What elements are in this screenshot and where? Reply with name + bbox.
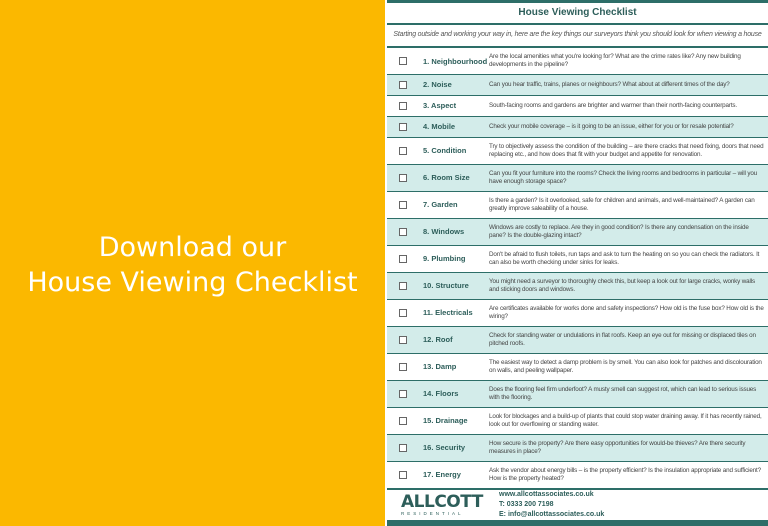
footer: [387, 489, 768, 526]
item-label: 16. Security: [423, 443, 466, 453]
checklist-row: [387, 75, 768, 96]
checklist-row: [387, 138, 768, 165]
banner-line-2: House Viewing Checklist: [27, 267, 358, 298]
item-description: Can you fit your furniture into the rooms? Check the living rooms and bedrooms in particular – will you have enough storage space?: [489, 170, 758, 185]
item-label: 12. Roof: [423, 335, 453, 345]
allcott-logo: [387, 493, 499, 517]
item-label: 9. Plumbing: [423, 254, 466, 264]
checkbox[interactable]: [399, 336, 407, 344]
item-label: 11. Electricals: [423, 308, 473, 318]
checkbox[interactable]: [399, 417, 407, 425]
item-label: 5. Condition: [423, 146, 467, 156]
website-link[interactable]: www.allcottassociates.co.uk: [499, 491, 594, 498]
checklist-row: [387, 408, 768, 435]
item-description: Try to objectively assess the condition of the building – are there cracks that need fixing, doors that need replacing etc., and how does that fit with your budget and appetite for renovation.: [489, 142, 764, 158]
checkbox[interactable]: [399, 282, 407, 290]
checkbox[interactable]: [399, 174, 407, 182]
checklist-subtitle: Starting outside and working your way in, here are the key things our surveyors think you should look for when viewing a house: [387, 25, 768, 48]
checklist-row: [387, 165, 768, 192]
checklist-row: [387, 435, 768, 462]
checklist-row: [387, 381, 768, 408]
checkbox[interactable]: [399, 255, 407, 263]
checklist-row: [387, 117, 768, 138]
item-description: You might need a surveyor to thoroughly check this, but keep a look out for large cracks, wonky walls and sticking doors and windows.: [489, 278, 756, 293]
checkbox[interactable]: [399, 444, 407, 452]
banner-heading: [27, 230, 357, 300]
checkbox[interactable]: [399, 228, 407, 236]
item-description: The easiest way to detect a damp problem is by smell. You can also look for patches and discolouration on walls, and peeling wallpaper.: [489, 359, 762, 374]
checklist-row: [387, 300, 768, 327]
checkbox[interactable]: [399, 363, 407, 371]
checkbox[interactable]: [399, 201, 407, 209]
logo-name: ALLCOTT: [401, 492, 483, 512]
item-description: Look for blockages and a build-up of plants that could stop water draining away. If it has recently rained, look out for overflowing or standing water.: [489, 413, 762, 428]
item-description: Are certificates available for works done and safety inspections? How old is the fuse box? How old is the wiring?: [489, 305, 764, 320]
checklist-row: [387, 273, 768, 300]
checklist-row: [387, 96, 768, 117]
item-label: 13. Damp: [423, 362, 457, 372]
item-description: Check your mobile coverage – is it going to be an issue, either for you or for resale potential?: [489, 122, 734, 130]
checklist-document: [387, 0, 768, 526]
item-description: Are the local amenities what you're looking for? What are the crime rates like? Any new building developments in the pipeline?: [489, 53, 741, 69]
checkbox[interactable]: [399, 147, 407, 155]
item-description: Can you hear traffic, trains, planes or neighbours? What about at different times of the day?: [489, 81, 730, 89]
item-label: 10. Structure: [423, 281, 469, 291]
checkbox[interactable]: [399, 390, 407, 398]
checklist-row: [387, 219, 768, 246]
item-description: How secure is the property? Are there easy opportunities for would-be thieves? Are there security measures in place?: [489, 440, 746, 455]
checklist-title: House Viewing Checklist: [387, 3, 768, 25]
item-label: 7. Garden: [423, 200, 458, 210]
item-description: Is there a garden? Is it overlooked, safe for children and animals, and well-maintained? A garden can greatly improve saleability of a house.: [489, 197, 755, 212]
checklist-row: [387, 354, 768, 381]
contact-info: [499, 490, 604, 520]
item-label: 8. Windows: [423, 227, 465, 237]
item-description: Does the flooring feel firm underfoot? A musty smell can suggest rot, which can lead to serious issues with the flooring.: [489, 386, 757, 401]
checklist-row: [387, 462, 768, 489]
email-link[interactable]: E: info@allcottassociates.co.uk: [499, 511, 605, 518]
item-description: Windows are costly to replace. Are they in good condition? Is there any condensation on the inside pane? Is the double-glazing intact?: [489, 224, 749, 239]
item-label: 1. Neighbourhood: [423, 56, 488, 66]
checkbox[interactable]: [399, 471, 407, 479]
item-description: Check for standing water or undulations in flat roofs. Keep an eye out for missing or displaced tiles on pitched roofs.: [489, 332, 756, 347]
checkbox[interactable]: [399, 309, 407, 317]
checklist-row: [387, 48, 768, 75]
item-description: Ask the vendor about energy bills – is the property efficient? Is the insulation appropriate and sufficient? How is the property heated?: [489, 467, 762, 482]
banner-line-1: Download our: [98, 232, 287, 263]
checklist-row: [387, 327, 768, 354]
phone-number: T: 0333 200 7198: [499, 501, 554, 508]
checklist-rows: [387, 48, 768, 489]
item-label: 2. Noise: [423, 80, 452, 90]
item-label: 15. Drainage: [423, 416, 468, 426]
item-label: 14. Floors: [423, 389, 459, 399]
item-description: South-facing rooms and gardens are brighter and warmer than their north-facing counterparts.: [489, 102, 738, 109]
item-description: Don't be afraid to flush toilets, run taps and ask to turn the heating on so you can check the radiators. It can also be worth checking under sinks for leaks.: [489, 251, 760, 266]
logo-sub: RESIDENTIAL: [401, 511, 464, 516]
item-label: 6. Room Size: [423, 173, 470, 183]
item-label: 4. Mobile: [423, 122, 456, 132]
checkbox[interactable]: [399, 102, 407, 110]
item-label: 3. Aspect: [423, 101, 457, 111]
checklist-row: [387, 246, 768, 273]
item-label: 17. Energy: [423, 470, 461, 480]
checklist-row: [387, 192, 768, 219]
checkbox[interactable]: [399, 123, 407, 131]
checkbox[interactable]: [399, 81, 407, 89]
checkbox[interactable]: [399, 57, 407, 65]
